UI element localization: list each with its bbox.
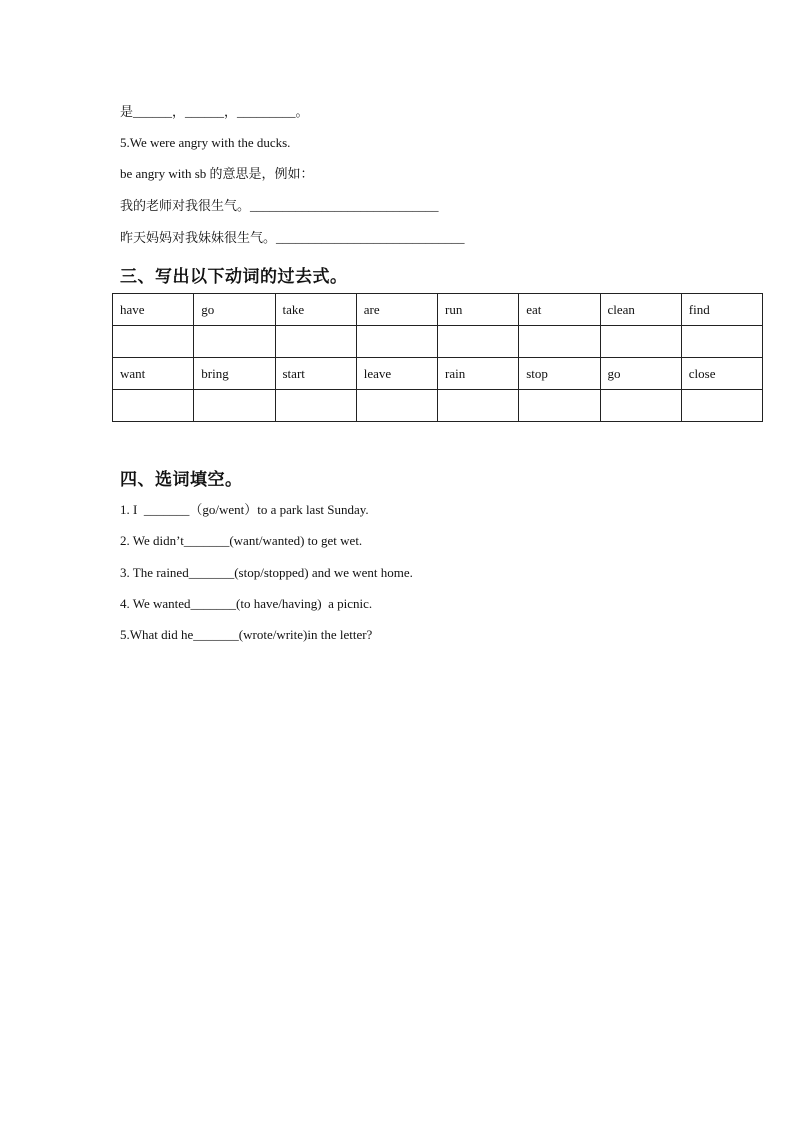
section-4-heading: 四、选词填空。: [120, 470, 243, 490]
fill-in-item-5: 5.What did he_______(wrote/write)in the letter?: [120, 627, 373, 642]
answer-cell[interactable]: [194, 390, 275, 422]
answer-cell[interactable]: [438, 390, 519, 422]
answer-cell[interactable]: [194, 326, 275, 358]
translation-item-2: 昨天妈妈对我妹妹很生气。_____________________________: [120, 230, 465, 245]
answer-cell[interactable]: [681, 326, 762, 358]
verb-cell: clean: [600, 294, 681, 326]
verb-cell: start: [275, 358, 356, 390]
verb-cell: have: [113, 294, 194, 326]
answer-cell[interactable]: [519, 326, 600, 358]
verb-cell: run: [438, 294, 519, 326]
past-tense-table: [112, 293, 763, 422]
answer-cell[interactable]: [275, 390, 356, 422]
verb-cell: find: [681, 294, 762, 326]
verb-cell: go: [600, 358, 681, 390]
answer-cell[interactable]: [356, 390, 437, 422]
translation-item-1: 我的老师对我很生气。_____________________________: [120, 198, 439, 213]
section-3-heading: 三、写出以下动词的过去式。: [120, 267, 348, 287]
verb-cell: take: [275, 294, 356, 326]
answer-cell[interactable]: [113, 390, 194, 422]
table-row: [113, 390, 763, 422]
answer-cell[interactable]: [356, 326, 437, 358]
example-sentence: 5.We were angry with the ducks.: [120, 135, 291, 150]
verb-cell: are: [356, 294, 437, 326]
answer-cell[interactable]: [519, 390, 600, 422]
blank-answer-line: 是______，______，_________。: [120, 104, 309, 119]
answer-cell[interactable]: [275, 326, 356, 358]
verb-cell: go: [194, 294, 275, 326]
fill-in-item-3: 3. The rained_______(stop/stopped) and we went home.: [120, 565, 413, 580]
verb-cell: stop: [519, 358, 600, 390]
table-row: [113, 358, 763, 390]
fill-in-item-1: 1. I _______（go/went）to a park last Sunday.: [120, 502, 369, 517]
answer-cell[interactable]: [113, 326, 194, 358]
phrase-meaning-prompt: be angry with sb 的意思是，例如：: [120, 166, 314, 181]
verb-cell: want: [113, 358, 194, 390]
answer-cell[interactable]: [600, 390, 681, 422]
answer-cell[interactable]: [681, 390, 762, 422]
fill-in-item-2: 2. We didn’t_______(want/wanted) to get wet.: [120, 533, 363, 548]
verb-cell: close: [681, 358, 762, 390]
table-row: [113, 326, 763, 358]
verb-cell: bring: [194, 358, 275, 390]
verb-cell: rain: [438, 358, 519, 390]
verb-cell: leave: [356, 358, 437, 390]
fill-in-item-4: 4. We wanted_______(to have/having) a picnic.: [120, 596, 373, 611]
answer-cell[interactable]: [600, 326, 681, 358]
table-row: [113, 294, 763, 326]
answer-cell[interactable]: [438, 326, 519, 358]
verb-cell: eat: [519, 294, 600, 326]
